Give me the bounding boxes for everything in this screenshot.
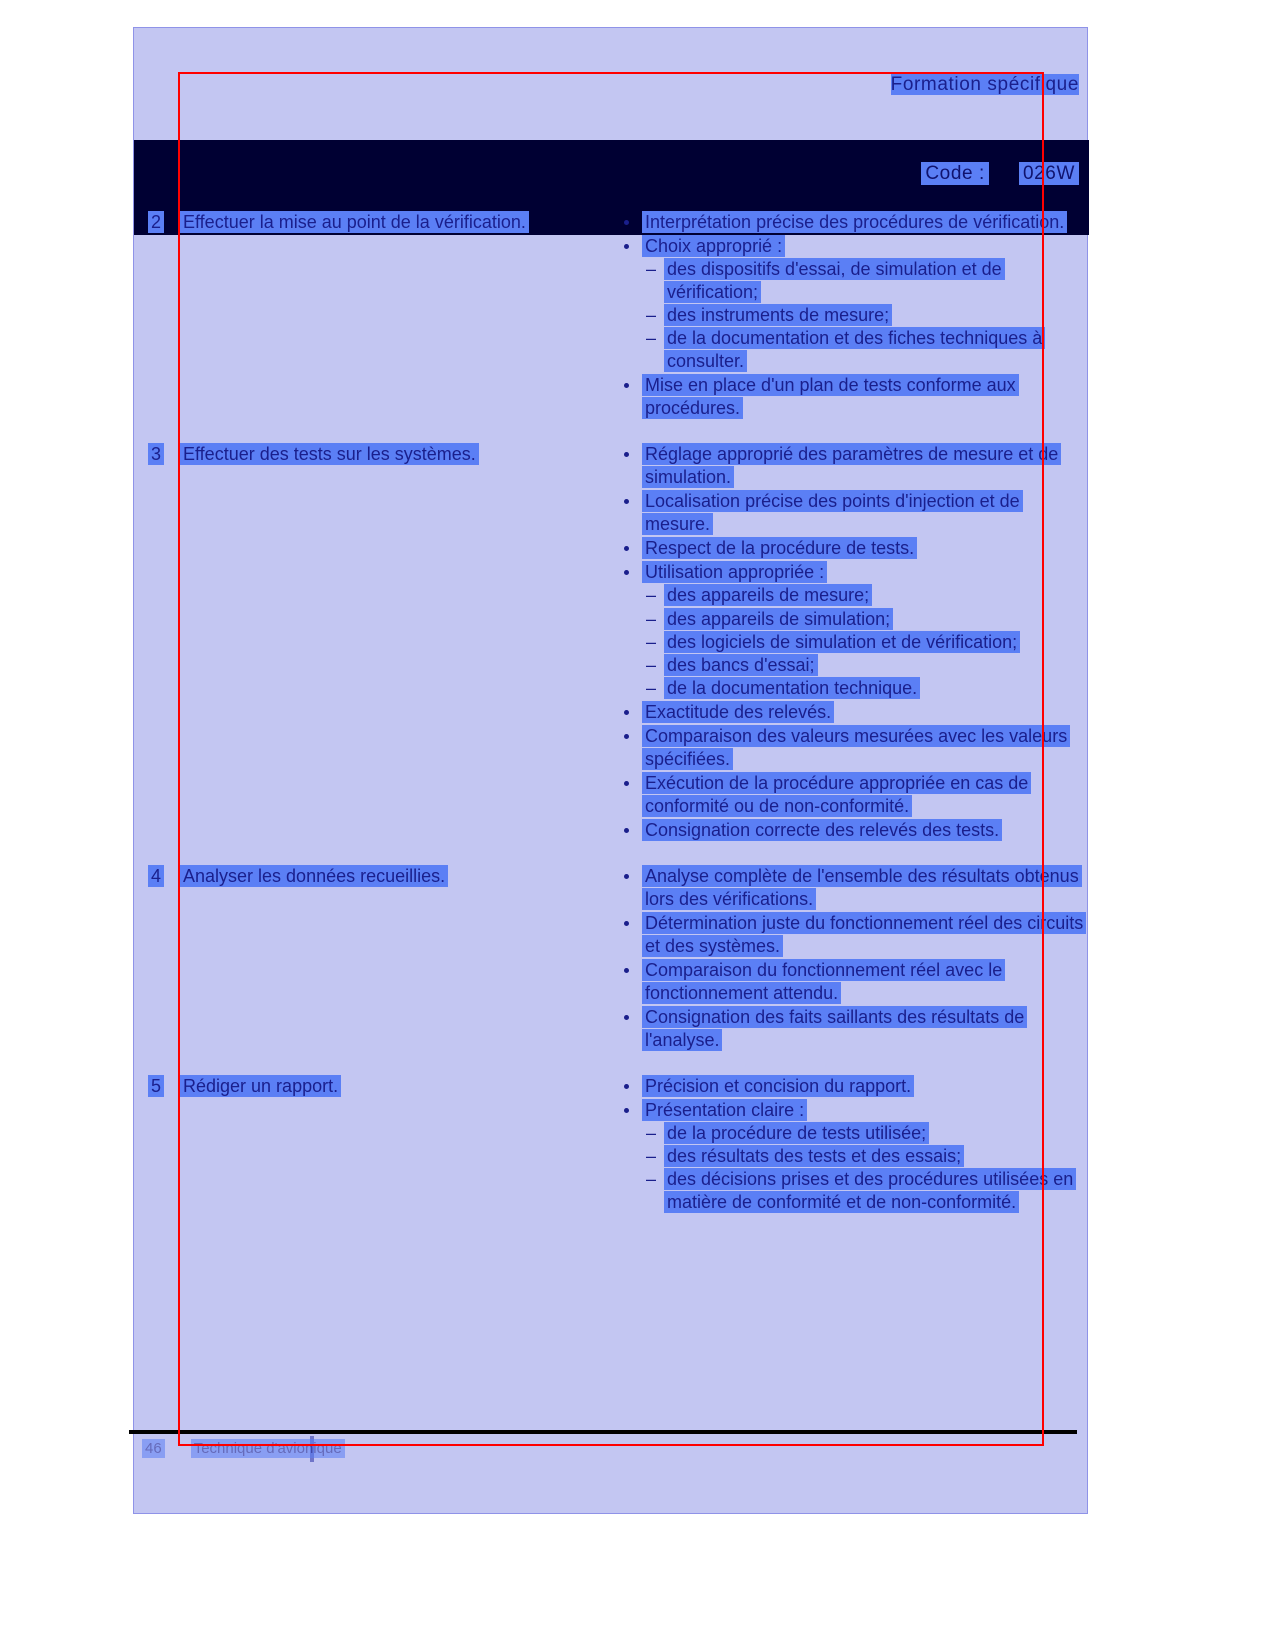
criteria-sublist — [642, 258, 1086, 373]
course-code — [921, 163, 1079, 185]
row-task — [180, 865, 620, 1053]
criteria-text: Interprétation précise des procédures de vérification. — [642, 211, 1067, 233]
criteria-text: Localisation précise des points d'injection et de mesure. — [642, 490, 1023, 535]
criteria-item — [620, 1075, 1086, 1098]
criteria-item — [620, 443, 1086, 489]
row-task — [180, 1075, 620, 1215]
criteria-text: Présentation claire : — [642, 1099, 807, 1121]
row-number-text: 2 — [148, 211, 164, 233]
document-page — [133, 27, 1088, 1514]
criteria-sublist — [642, 584, 1086, 699]
criteria-text: Utilisation appropriée : — [642, 561, 827, 583]
criteria-subitem — [646, 677, 1086, 700]
header-formation-text: Formation spécifique — [890, 74, 1079, 95]
header-formation-label — [891, 74, 1079, 96]
criteria-item — [620, 865, 1086, 911]
criteria-item — [620, 561, 1086, 699]
footer-divider — [129, 1430, 1077, 1434]
criteria-subitem — [646, 258, 1086, 304]
row-task — [180, 211, 620, 421]
criteria-item — [620, 912, 1086, 958]
criteria-item — [620, 959, 1086, 1005]
criteria-text: Analyse complète de l'ensemble des résultats obtenus lors des vérifications. — [642, 865, 1082, 910]
row-task — [180, 443, 620, 843]
criteria-text: Comparaison du fonctionnement réel avec le fonctionnement attendu. — [642, 959, 1005, 1004]
criteria-list — [620, 443, 1086, 842]
criteria-subitem-text: des décisions prises et des procédures utilisées en matière de conformité et de non-conformité. — [664, 1168, 1076, 1213]
criteria-item — [620, 701, 1086, 724]
criteria-subitem — [646, 584, 1086, 607]
criteria-list — [620, 211, 1086, 420]
criteria-item — [620, 772, 1086, 818]
footer-program-title: Technique d'avionique — [191, 1439, 345, 1458]
criteria-subitem-text: de la procédure de tests utilisée; — [664, 1122, 929, 1144]
criteria-item — [620, 1099, 1086, 1214]
criteria-text: Exécution de la procédure appropriée en cas de conformité ou de non-conformité. — [642, 772, 1031, 817]
criteria-sublist — [642, 1122, 1086, 1214]
row-criteria — [620, 211, 1086, 421]
criteria-text: Consignation des faits saillants des résultats de l'analyse. — [642, 1006, 1027, 1051]
row-number-text: 5 — [148, 1075, 164, 1097]
criteria-item — [620, 235, 1086, 373]
criteria-text: Précision et concision du rapport. — [642, 1075, 914, 1097]
criteria-item — [620, 211, 1086, 234]
criteria-subitem-text: de la documentation et des fiches techniques à consulter. — [664, 327, 1045, 372]
row-number-text: 4 — [148, 865, 164, 887]
criteria-list — [620, 865, 1086, 1052]
row-number — [148, 443, 180, 843]
row-criteria — [620, 1075, 1086, 1215]
footer-page-number: 46 — [142, 1439, 165, 1458]
criteria-text: Choix approprié : — [642, 235, 785, 257]
criteria-subitem-text: des résultats des tests et des essais; — [664, 1145, 964, 1167]
criteria-item — [620, 374, 1086, 420]
criteria-text: Comparaison des valeurs mesurées avec les valeurs spécifiées. — [642, 725, 1070, 770]
row-task-text: Effectuer la mise au point de la vérification. — [180, 211, 529, 233]
criteria-text: Exactitude des relevés. — [642, 701, 834, 723]
criteria-subitem — [646, 654, 1086, 677]
row-number — [148, 211, 180, 421]
table-row — [148, 443, 1086, 843]
row-number — [148, 1075, 180, 1215]
table-row — [148, 1075, 1086, 1215]
competency-table — [148, 211, 1086, 1237]
criteria-subitem — [646, 631, 1086, 654]
criteria-subitem — [646, 304, 1086, 327]
criteria-subitem-text: des instruments de mesure; — [664, 304, 892, 326]
criteria-text: Détermination juste du fonctionnement réel des circuits et des systèmes. — [642, 912, 1086, 957]
criteria-subitem — [646, 1145, 1086, 1168]
table-row — [148, 865, 1086, 1053]
criteria-subitem — [646, 608, 1086, 631]
criteria-text: Respect de la procédure de tests. — [642, 537, 917, 559]
criteria-text: Réglage approprié des paramètres de mesure et de simulation. — [642, 443, 1061, 488]
row-task-text: Rédiger un rapport. — [180, 1075, 341, 1097]
table-row — [148, 211, 1086, 421]
criteria-item — [620, 819, 1086, 842]
criteria-item — [620, 537, 1086, 560]
page-footer — [142, 1440, 345, 1457]
criteria-subitem-text: des appareils de simulation; — [664, 608, 893, 630]
criteria-subitem — [646, 1168, 1086, 1214]
row-criteria — [620, 443, 1086, 843]
row-criteria — [620, 865, 1086, 1053]
criteria-item — [620, 490, 1086, 536]
criteria-list — [620, 1075, 1086, 1214]
criteria-subitem — [646, 327, 1086, 373]
criteria-subitem-text: des bancs d'essai; — [664, 654, 818, 676]
row-number — [148, 865, 180, 1053]
course-code-value: 026W — [1019, 162, 1079, 185]
criteria-subitem-text: des logiciels de simulation et de vérification; — [664, 631, 1020, 653]
criteria-subitem-text: des appareils de mesure; — [664, 584, 872, 606]
criteria-item — [620, 1006, 1086, 1052]
course-code-label: Code : — [921, 162, 989, 185]
row-task-text: Analyser les données recueillies. — [180, 865, 448, 887]
criteria-text: Mise en place d'un plan de tests conforme aux procédures. — [642, 374, 1019, 419]
criteria-subitem-text: des dispositifs d'essai, de simulation et de vérification; — [664, 258, 1005, 303]
criteria-item — [620, 725, 1086, 771]
row-number-text: 3 — [148, 443, 164, 465]
criteria-subitem — [646, 1122, 1086, 1145]
row-task-text: Effectuer des tests sur les systèmes. — [180, 443, 479, 465]
criteria-subitem-text: de la documentation technique. — [664, 677, 920, 699]
criteria-text: Consignation correcte des relevés des tests. — [642, 819, 1002, 841]
